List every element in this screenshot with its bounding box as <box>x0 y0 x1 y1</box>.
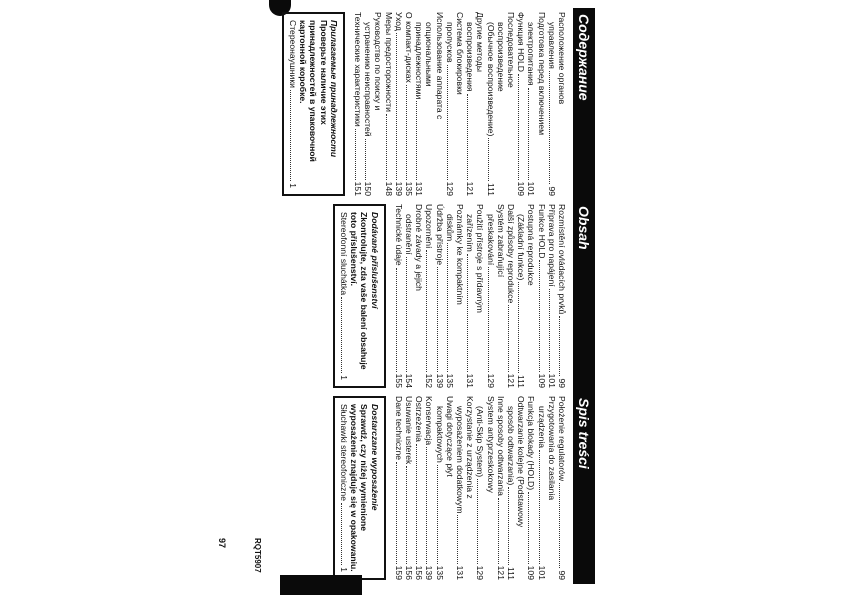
toc-entry <box>394 204 404 388</box>
toc-entry-page: 139 <box>434 373 445 388</box>
dot-leader <box>355 129 356 180</box>
toc-entry <box>526 396 536 580</box>
toc-entry <box>536 12 546 196</box>
toc-entry <box>506 12 516 196</box>
toc-entry-page: 99 <box>546 186 557 196</box>
dot-leader <box>539 450 540 564</box>
toc-entry-title: Расположение органов <box>557 12 567 105</box>
toc-entry <box>434 12 444 196</box>
toc-entry <box>496 12 506 196</box>
toc-entry-page: 150 <box>363 181 374 196</box>
toc-entry-page: 121 <box>495 565 506 580</box>
accessory-name: Słuchawki stereofoniczne <box>338 404 349 501</box>
toc-entry <box>434 396 444 580</box>
toc-entry-page: 111 <box>505 566 516 580</box>
toc-entry <box>353 12 363 196</box>
black-marker <box>280 575 362 595</box>
section-heading: Obsah <box>573 200 595 392</box>
accessories-box <box>282 12 345 196</box>
dot-leader <box>406 466 407 563</box>
dot-leader <box>508 487 509 565</box>
toc-entry <box>557 396 567 580</box>
dot-leader <box>437 267 438 372</box>
accessory-count: 1 <box>338 375 349 380</box>
accessories-heading: Dodávané příslušenství <box>369 212 380 309</box>
toc-entry-title: управления <box>546 22 557 69</box>
dot-leader <box>365 139 366 180</box>
accessories-box <box>333 204 386 388</box>
accessory-item <box>288 20 298 188</box>
toc-entry-title: Usuwanie usterek <box>403 396 414 465</box>
toc-entry-title: Použití přístroje s přídavným <box>475 204 486 313</box>
dot-leader <box>488 267 489 372</box>
accessories-box <box>333 396 386 580</box>
rotated-page <box>280 0 595 595</box>
toc-entry <box>526 12 536 196</box>
dot-leader <box>396 268 397 372</box>
toc-entry <box>516 396 526 580</box>
toc-entry-title: (Základní funkce) <box>516 214 527 281</box>
toc-entry-title: wyposażeniem dodatkowym <box>454 406 465 514</box>
toc-entry <box>465 204 475 388</box>
toc-entry-page: 155 <box>393 373 404 388</box>
toc-entry <box>383 12 393 196</box>
toc-entry <box>424 204 434 388</box>
document-code: RQT5907 <box>253 538 262 573</box>
dot-leader <box>386 114 387 180</box>
section-heading: Spis treści <box>573 392 595 584</box>
toc-entry <box>465 12 475 196</box>
dot-leader <box>396 462 397 564</box>
toc-entry <box>404 204 414 388</box>
toc-entry-page: 109 <box>536 373 547 388</box>
toc-entry-page: 135 <box>434 565 445 580</box>
toc-entry-title: воспроизведения <box>465 22 476 92</box>
toc-entry-title: опциональными <box>424 22 435 87</box>
dot-leader <box>447 65 448 180</box>
accessories-note: Sprawdź, czy niżej wymienione wyposażenie znajduje się w opakowaniu. <box>349 404 370 572</box>
toc-entry-page: 154 <box>403 373 414 388</box>
dot-leader <box>498 498 499 564</box>
section-heading: Содержание <box>573 8 595 200</box>
toc-entry <box>445 396 455 580</box>
accessory-count: 1 <box>338 567 349 572</box>
toc-entry <box>547 396 557 580</box>
toc-entry-page: 135 <box>444 373 455 388</box>
toc-entry-page: 129 <box>444 181 455 196</box>
toc-entry <box>506 204 516 388</box>
toc-entry-title: принадлежностями <box>414 22 425 100</box>
toc-entry <box>394 12 404 196</box>
toc-entry-page: 152 <box>424 373 435 388</box>
dot-leader <box>518 282 519 373</box>
toc-entry <box>373 12 383 196</box>
toc-entry-page: 109 <box>526 565 537 580</box>
toc-entry-page: 99 <box>557 570 567 580</box>
dot-leader <box>549 289 550 372</box>
toc-entry-title: System antyprzeskokowy <box>485 396 496 493</box>
toc-entry <box>414 204 424 388</box>
toc-entry-page: 159 <box>393 565 404 580</box>
dot-leader <box>416 101 417 179</box>
toc-entry <box>475 396 485 580</box>
toc-entry-title: odstranění <box>403 214 414 255</box>
toc-entry-title: (Обычное воспроизведение) <box>485 22 496 137</box>
toc-entry-title: Konserwacja <box>424 396 435 446</box>
toc-entry-title: diskům <box>444 214 455 242</box>
toc-entry <box>414 12 424 196</box>
toc-entry-page: 101 <box>546 373 557 388</box>
toc-entry-page: 148 <box>383 181 394 196</box>
toc-entry <box>455 204 465 388</box>
toc-entry-title: Technické údaje <box>393 204 404 266</box>
section-polish <box>280 392 595 584</box>
dot-leader <box>447 243 448 371</box>
toc-entry <box>434 204 444 388</box>
toc-entry-title: sposób odtwarzania) <box>505 406 516 486</box>
toc-entry-title: Система блокировки <box>454 12 465 95</box>
dot-leader <box>528 88 529 180</box>
toc-entry <box>526 204 536 388</box>
dot-leader <box>467 254 468 372</box>
toc-entry-title: kompaktowych <box>434 406 445 463</box>
accessory-item <box>339 212 349 380</box>
toc-entry-title: přeskakování <box>485 214 496 266</box>
toc-entry-page: 156 <box>403 565 414 580</box>
dot-leader <box>559 316 560 376</box>
dot-leader <box>488 138 489 181</box>
toc-entry-title: Inne sposoby odtwarzania <box>495 396 506 496</box>
toc-entry <box>424 12 434 196</box>
toc-entry-page: 109 <box>516 181 527 196</box>
toc-entry-title: Другие методы <box>475 12 486 72</box>
toc-entry <box>445 204 455 388</box>
toc-entry <box>485 204 495 388</box>
dot-leader <box>426 250 427 371</box>
toc-entry <box>485 12 495 196</box>
toc-entry-page: 99 <box>557 378 567 388</box>
toc-entry-title: Uwagi dotyczące płyt <box>444 396 455 477</box>
toc-list <box>353 8 567 200</box>
toc-entry-title: Меры предосторожности <box>383 12 394 112</box>
dot-leader <box>559 483 560 568</box>
toc-entry-title: пропусков <box>444 22 455 63</box>
toc-entry-title: Технические характеристики <box>352 12 363 127</box>
toc-entry-page: 131 <box>454 565 465 580</box>
dot-leader <box>528 492 529 564</box>
dot-leader <box>341 297 349 373</box>
section-russian <box>280 8 595 200</box>
accessories-note: Проверьте наличие этих принадлежностей в упаковочной картонной коробке. <box>298 20 329 162</box>
toc-entry-title: Funkce HOLD <box>536 204 547 259</box>
section-czech <box>280 200 595 392</box>
toc-entry-title: Údržba přístroje <box>434 204 445 266</box>
toc-entry <box>557 12 567 196</box>
accessory-count: 1 <box>287 183 298 188</box>
toc-entry-page: 121 <box>465 181 476 196</box>
toc-entry-title: Rozmístění ovládacích prvků <box>557 204 567 315</box>
toc-entry-page: 135 <box>403 181 414 196</box>
dot-leader <box>341 503 349 565</box>
toc-entry-title: Postupná reprodukce <box>526 204 537 286</box>
toc-entry-page: 131 <box>465 373 476 388</box>
toc-entry-page: 111 <box>516 374 527 388</box>
dot-leader <box>508 305 509 371</box>
dot-leader <box>467 94 468 180</box>
toc-entry <box>404 396 414 580</box>
toc-entry-title: Drobné závady a jejich <box>414 204 425 291</box>
toc-entry-title: воспроизведение <box>495 22 506 92</box>
toc-entry <box>536 204 546 388</box>
accessory-name: Стереонаушники <box>287 20 298 88</box>
toc-entry <box>465 396 475 580</box>
toc-entry-title: zařízením <box>465 214 476 252</box>
toc-entry-page: 101 <box>526 181 537 196</box>
accessories-heading: Прилагаемые принадлежности <box>328 20 339 158</box>
toc-entry <box>485 396 495 580</box>
toc-entry-title: Funkcja blokady (HOLD) <box>526 396 537 491</box>
toc-entry-title: (Anti-Skip System) <box>475 406 486 478</box>
dot-leader <box>396 33 397 180</box>
toc-entry <box>496 396 506 580</box>
page-number: 97 <box>217 538 227 549</box>
dot-leader <box>539 260 540 371</box>
toc-entry-page: 131 <box>414 181 425 196</box>
toc-entry-title: Poznámky ke kompaktním <box>454 204 465 305</box>
toc-entry-title: Příprava pro napájení <box>546 204 557 287</box>
toc-entry-page: 156 <box>414 565 425 580</box>
accessories-heading: Dostarczane wyposażenie <box>369 404 380 511</box>
toc-entry-page: 101 <box>536 565 547 580</box>
scanned-page <box>280 0 595 595</box>
toc-entry-page: 139 <box>393 181 404 196</box>
toc-entry-title: Ostrzeżenia <box>414 396 425 442</box>
toc-entry <box>475 204 485 388</box>
toc-entry <box>506 396 516 580</box>
dot-leader <box>549 71 550 185</box>
toc-entry-page: 129 <box>475 565 486 580</box>
toc-entry-title: Уход <box>393 12 404 31</box>
toc-entry <box>424 396 434 580</box>
toc-entry <box>547 204 557 388</box>
toc-entry-title: Руководство по поиску и <box>373 12 384 111</box>
toc-entry-title: urządzenia <box>536 406 547 449</box>
toc-entry-title: Dane techniczne <box>393 396 404 461</box>
dot-leader <box>416 444 417 564</box>
toc-entry-title: Další způsoby reprodukce <box>505 204 516 304</box>
toc-entry <box>516 12 526 196</box>
toc-entry-page: 111 <box>485 182 496 196</box>
toc-entry-title: Подготовка перед включением <box>536 12 547 136</box>
toc-list <box>394 392 567 584</box>
toc-entry-page: 139 <box>424 565 435 580</box>
toc-entry-title: Использование аппарата с <box>434 12 445 120</box>
toc-entry-title: Upozornění <box>424 204 435 249</box>
toc-entry-page: 129 <box>485 373 496 388</box>
dot-leader <box>406 85 407 180</box>
accessory-item <box>339 404 349 572</box>
toc-entry <box>414 396 424 580</box>
accessory-name: Stereofonní sluchátka <box>338 212 349 296</box>
toc-list <box>394 200 567 392</box>
toc-entry-title: Przygotowania do zasilania <box>546 396 557 501</box>
toc-entry-title: Systém zabraňující <box>495 204 506 278</box>
accessories-note: Zkontrolujte, zda vaše balení obsahuje toto příslušenství. <box>349 212 370 370</box>
toc-entry-title: Położenie regulatorów <box>557 396 567 482</box>
dot-leader <box>437 465 438 564</box>
toc-entry <box>404 12 414 196</box>
toc-entry <box>547 12 557 196</box>
dot-leader <box>406 257 407 372</box>
toc-entry <box>363 12 373 196</box>
toc-entry <box>455 12 465 196</box>
toc-entry <box>496 204 506 388</box>
toc-entry-title: Функция HOLD <box>516 12 527 72</box>
toc-entry <box>394 396 404 580</box>
toc-entry-title: электропитания <box>526 22 537 86</box>
dot-leader <box>518 74 519 180</box>
toc-entry-title: Odtwarzanie kolejne (Podstawowy <box>516 396 527 528</box>
toc-entry <box>475 12 485 196</box>
toc-entry-title: Последовательное <box>505 12 516 88</box>
dot-leader <box>290 90 298 181</box>
dot-leader <box>426 447 427 563</box>
toc-entry-page: 121 <box>505 373 516 388</box>
toc-entry <box>557 204 567 388</box>
toc-entry <box>455 396 465 580</box>
toc-entry <box>445 12 455 196</box>
dot-leader <box>457 515 458 563</box>
toc-entry-title: О компакт-дисках <box>403 12 414 83</box>
toc-entry-page: 151 <box>352 181 363 196</box>
toc-entry-title: устранению неисправностей <box>363 22 374 137</box>
toc-entry <box>516 204 526 388</box>
toc-entry <box>536 396 546 580</box>
toc-entry-title: Korzystanie z urządzenia z <box>465 396 476 499</box>
dot-leader <box>477 479 478 564</box>
